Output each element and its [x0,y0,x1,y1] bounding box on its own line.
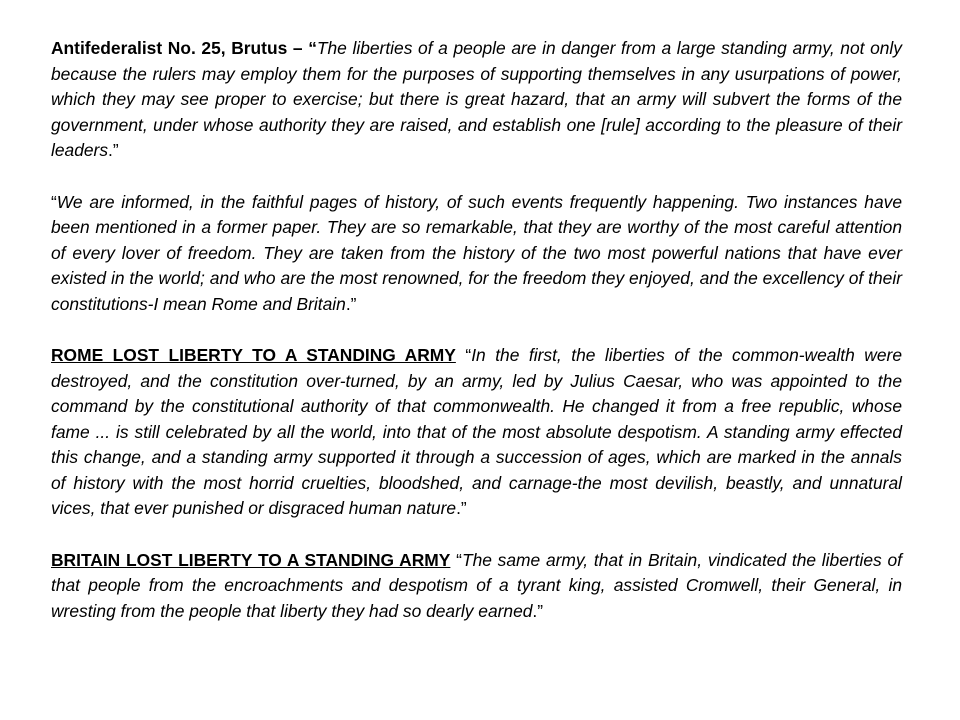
section-heading-rome: ROME LOST LIBERTY TO A STANDING ARMY [51,345,456,365]
quote-close: .” [108,140,119,160]
quote-open: “ [450,549,462,570]
quote-text: We are informed, in the faithful pages of history, of such events frequently happening. Two instances have been mentioned in a former paper. They are so remarkable, that they are worthy of the most careful attention of every lover of freedom. They are taken from the history of the two most powerful nations that have ever existed in the world; and who are the most renowned, for the freedom they enjoyed, and the excellency of their constitutions-I mean Rome and Britain [51,191,902,314]
quote-close: .” [456,498,467,518]
document-title: Antifederalist No. 25, Brutus – “ [51,38,317,58]
quote-text: The liberties of a people are in danger from a large standing army, not only because the rulers may employ them for the purposes of supporting themselves in any usurpations of power, which they may see proper to exercise; but there is great hazard, that an army will subvert the forms of the government, under whose authority they are raised, and establish one [rule] according to the pleasure of their leaders [51,38,902,160]
quote-text: The same army, that in Britain, vindicated the liberties of that people from the encroachments and despotism of a tyrant king, assisted Cromwell, their General, in wresting from the people that liberty they had so dearly earned [51,549,902,621]
quote-open: “ [51,191,57,212]
quote-close: .” [345,293,357,314]
paragraph-history [51,190,902,318]
document-body [51,36,902,650]
quote-open: “ [455,345,472,365]
paragraph-brutus-intro [51,36,902,164]
paragraph-rome [51,343,902,522]
quote-text: In the first, the liberties of the common-wealth were destroyed, and the constitution over-turned, by an army, led by Julius Caesar, who was appointed to the command by the constitutional authority of that commonwealth. He changed it from a free republic, whose fame ... is still celebrated by all the world, into that of the most absolute despotism. A standing army effected this change, and a standing army supported it through a succession of ages, which are marked in the annals of history with the most horrid cruelties, bloodshed, and carnage-the most devilish, beastly, and unnatural vices, that ever punished or disgraced human nature [51,345,902,518]
paragraph-britain [51,548,902,625]
section-heading-britain: BRITAIN LOST LIBERTY TO A STANDING ARMY [51,549,451,570]
quote-close: .” [532,600,544,621]
